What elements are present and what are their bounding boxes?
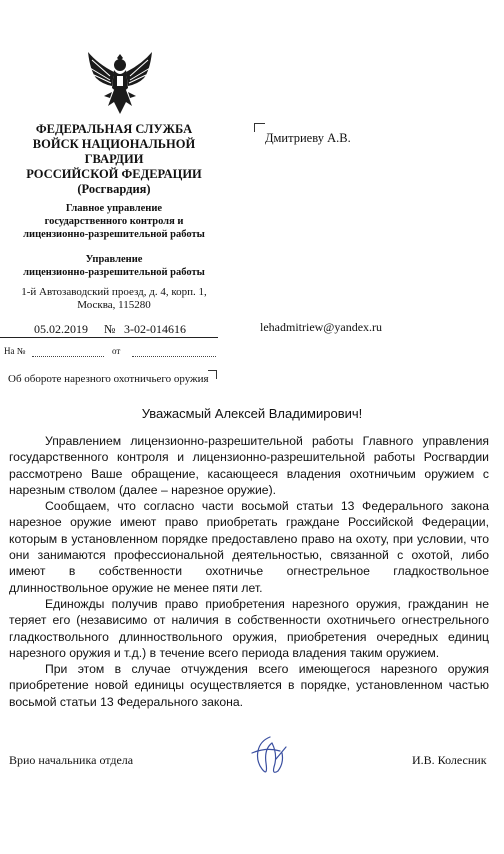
subdept-line: Управление [85, 254, 143, 265]
greeting: Уважасмый Алексей Владимирович! [141, 406, 363, 421]
eagle-emblem-icon [84, 48, 156, 118]
subdepartment-name [0, 253, 228, 279]
reference-date-blank [132, 356, 216, 357]
letter-body [9, 433, 489, 710]
registration-underline [0, 337, 218, 338]
department-name [0, 202, 228, 241]
signatory-title: Врио начальника отдела [9, 753, 134, 767]
reference-number-label: На № [4, 346, 26, 356]
org-line: РОССИЙСКОЙ ФЕДЕРАЦИИ [26, 167, 202, 181]
dept-line: Главное управление [65, 203, 163, 214]
org-line: ВОЙСК НАЦИОНАЛЬНОЙ [32, 137, 196, 151]
recipient-corner-mark [254, 123, 265, 132]
reference-row [0, 344, 228, 358]
address [0, 286, 228, 312]
registration-row [0, 322, 228, 338]
dept-line: лицензионно-разрешительной работы [23, 229, 205, 240]
organization-name [0, 122, 228, 197]
body-paragraph: Единожды получив право приобретения нарезного оружия, гражданин не теряет его (независимо от наличия в собственности охотничьего огнестрельного гладкоствольного длинноствольного оружия, приобретения очередных единиц нарезного оружия и т.д.) в течение всего периода владения таким оружием. [9, 596, 489, 660]
registration-number-label: № [104, 322, 116, 336]
body-paragraph: При этом в случае отчуждения всего имеющегося нарезного оружия приобретение новой единицы осуществляется в порядке, установленном частью восьмой статьи 13 Федерального закона. [9, 662, 489, 709]
address-line: 1-й Автозаводский проезд, д. 4, корп. 1, [21, 286, 207, 298]
org-line: (Росгвардия) [77, 182, 151, 196]
org-line: ГВАРДИИ [84, 152, 144, 166]
letter-subject: Об обороте нарезного охотничьего оружия [8, 373, 209, 385]
reference-date-label: от [112, 346, 121, 356]
recipient-email: lehadmitriew@yandex.ru [260, 320, 383, 334]
recipient-name: Дмитриеву А.В. [265, 131, 351, 145]
body-paragraph: Управлением лицензионно-разрешительной работы Главного управления государственного контроля и лицензионно-разрешительной работы Росгвардии рассмотрено Ваше обращение, касающееся владения охотничьим оружием с нарезным стволом (далее – нарезное оружие). [9, 434, 489, 497]
registration-number: 3-02-014616 [124, 322, 186, 336]
org-line: ФЕДЕРАЛЬНАЯ СЛУЖБА [35, 122, 193, 136]
signatory-name: И.В. Колесник [412, 753, 487, 767]
body-paragraph: Сообщаем, что согласно части восьмой статьи 13 Федерального закона нарезное оружие имеют право приобретать граждане Российской Федерации, которым в установленном порядке предоставлено право на охоту, при условии, что они занимаются профессиональной деятельностью, связанной с охотой, либо имеют в собственности охотничье огнестрельное гладкоствольное длинноствольное оружие не менее пяти лет. [9, 499, 489, 595]
reference-number-blank [32, 356, 104, 357]
registration-date: 05.02.2019 [34, 322, 88, 336]
subdept-line: лицензионно-разрешительной работы [23, 267, 205, 278]
subject-corner-mark [208, 370, 217, 379]
handwritten-signature [246, 733, 288, 781]
dept-line: государственного контроля и [44, 216, 184, 227]
address-line: Москва, 115280 [77, 299, 151, 311]
